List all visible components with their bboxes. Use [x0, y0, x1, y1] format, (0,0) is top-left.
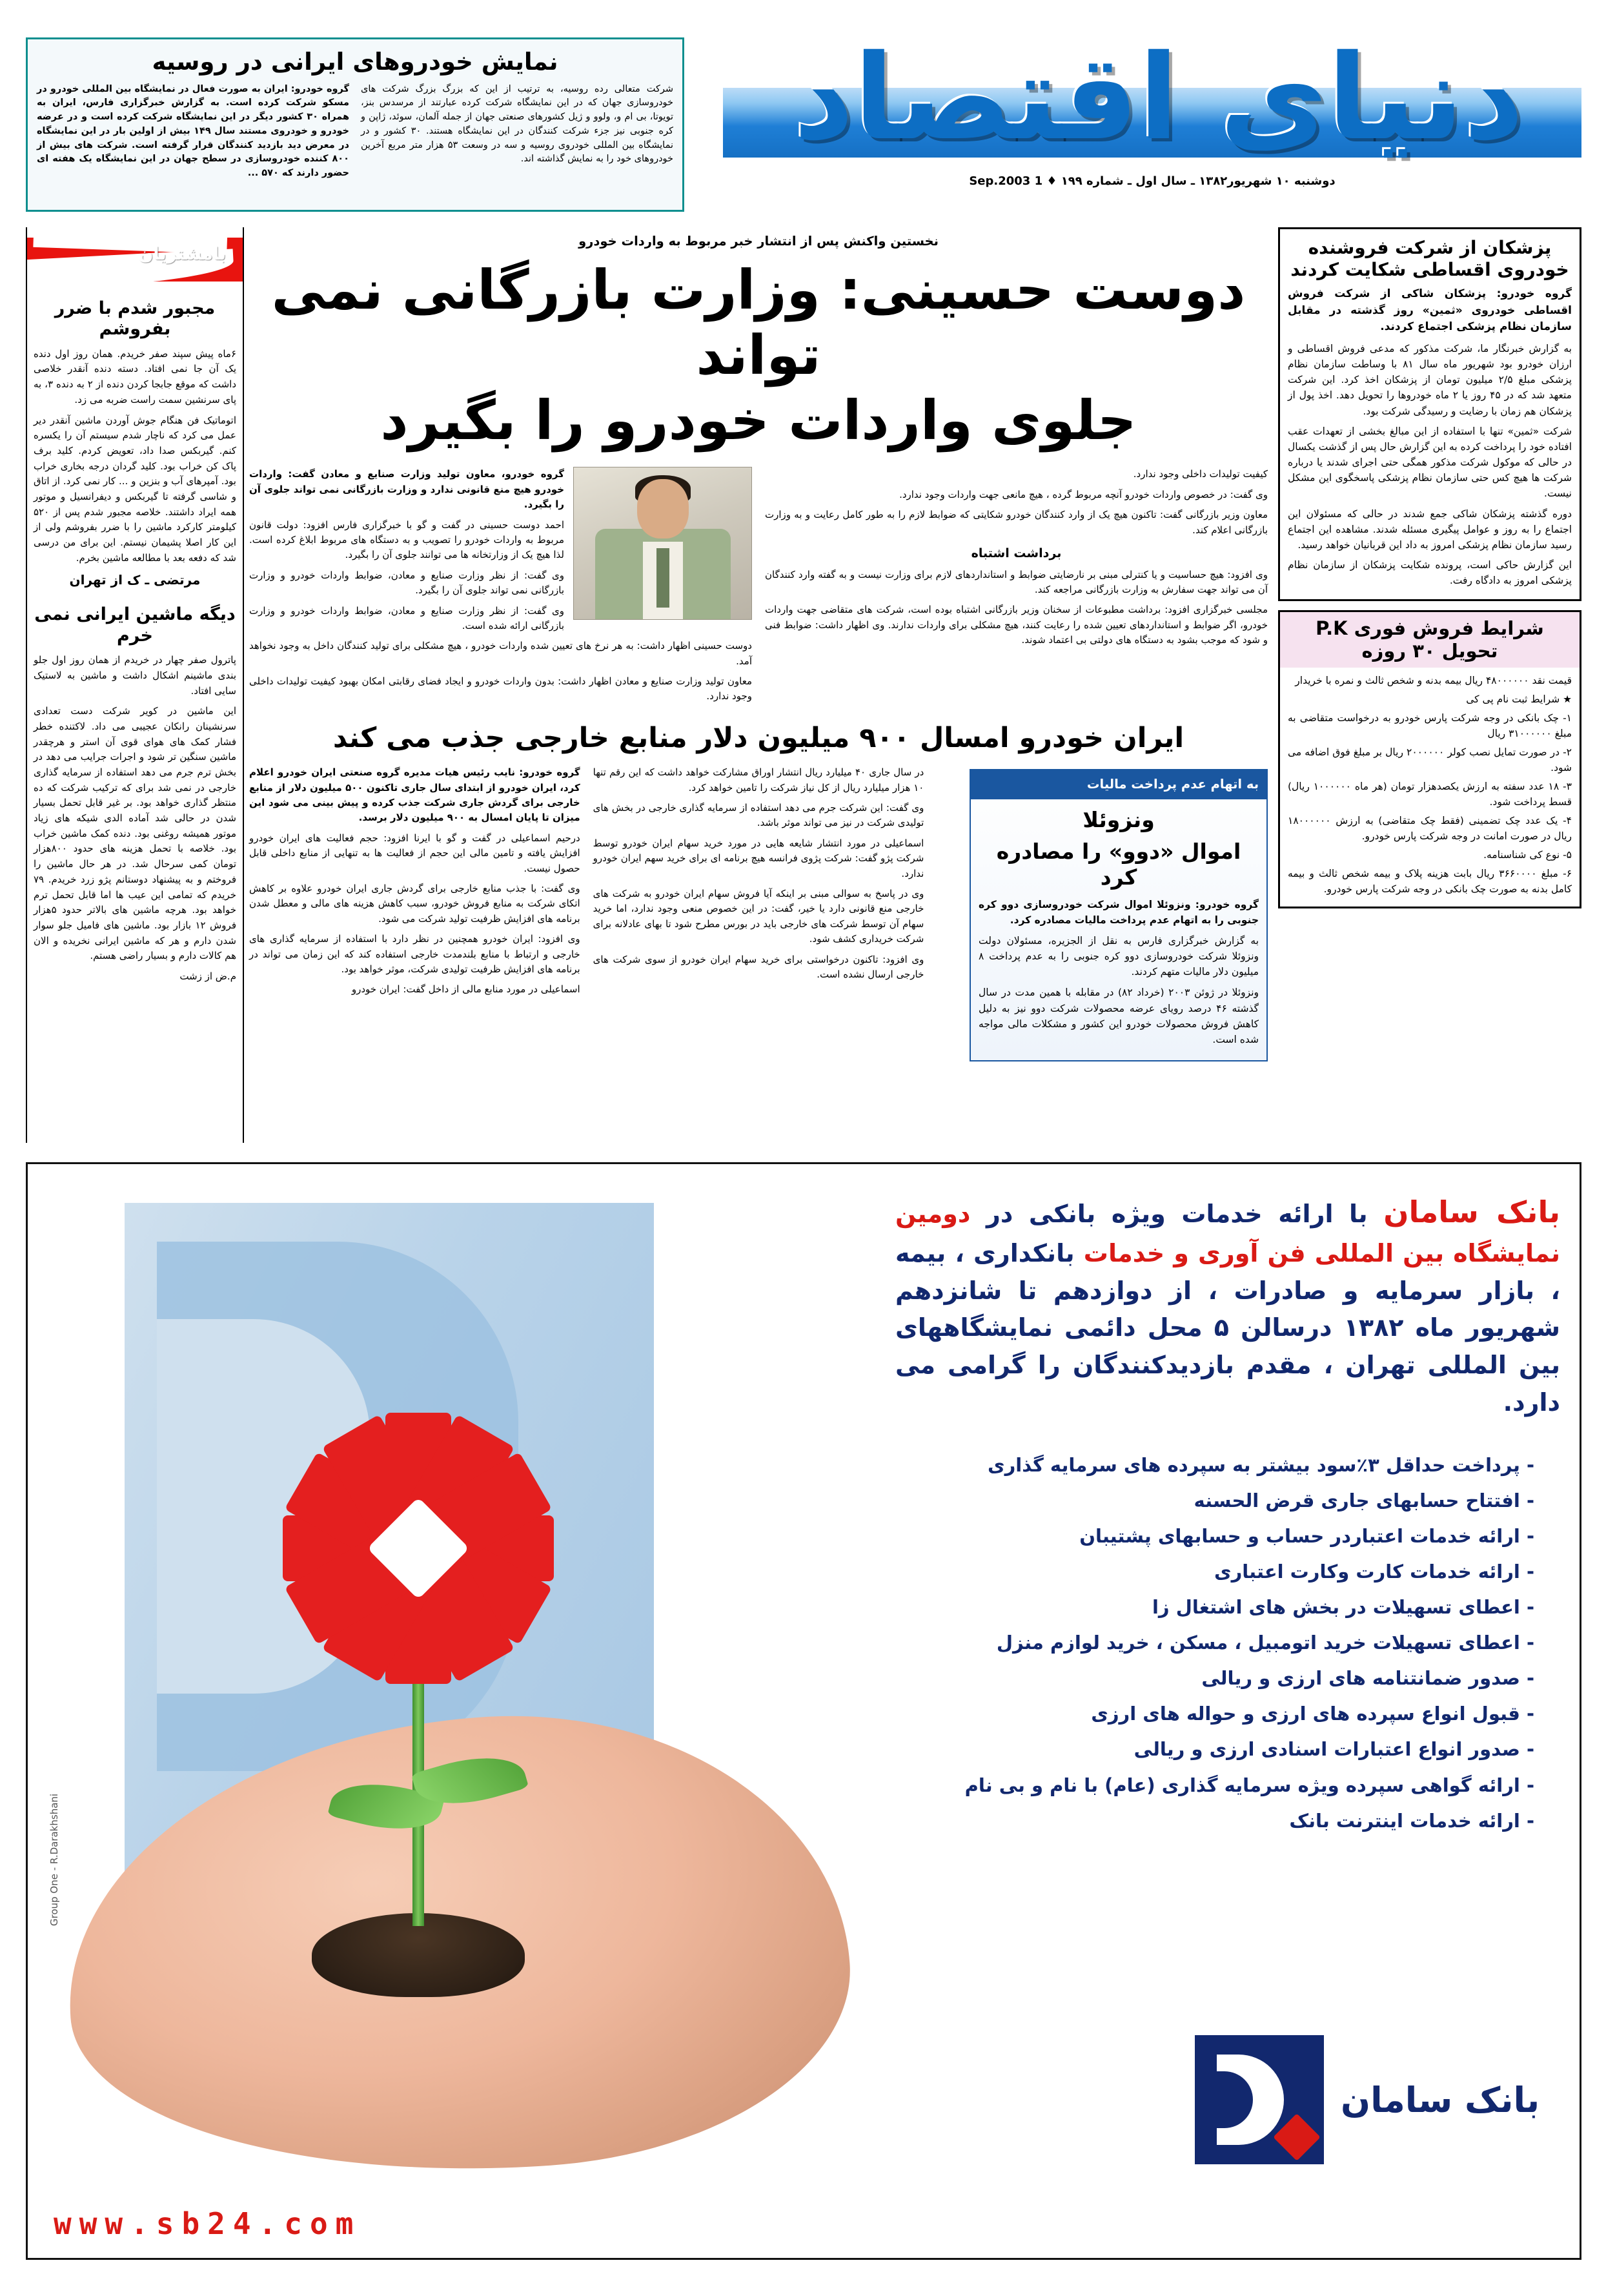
complaint-p3: این گزارش حاکی است، پرونده شکایت پزشکان از سازمان نظام پزشکی امروز به دادگاه رفت.	[1288, 559, 1572, 587]
second-story-col-0	[249, 765, 580, 1002]
top-story-columns	[37, 83, 673, 181]
main-story-c0-p0: گروه خودرو، معاون تولید وزارت صنایع و معادن گفت: واردات خودرو هیچ منع قانونی ندارد و وزارت بازرگانی نمی تواند جلوی آن را بگیرد.	[249, 468, 564, 511]
ad-lead-part-1: دومین نمایشگاه بین المللی فن آوری و خدمات	[895, 1200, 1560, 1267]
complaint-p1: شرکت «ثمین» تنها با استفاده از این مبالغ بخشی از تعهدات عقب افتاده خود را پرداخت کرده به این گزارش حال پس از گذشت یکسال در حالی که موکول شرکت مذکور همگی حتی اجرای شدند یا درباره شرکت ها هیچ کس حتی سازمان نظام پزشکی پاسخگوی این مشکل نیست.	[1288, 425, 1572, 500]
saman-bank-logo-icon	[1195, 2035, 1324, 2164]
second-story-c0-p0: گروه خودرو: نایب رئیس هیات مدیره گروه صنعتی ایران خودرو اعلام کرد، ایران خودرو از ابتدای سال جاری تاکنون ۵۰۰ میلیون دلار از منابع خارجی برای گردش جاری شرکت جذب کرده و پیش بینی می شود این میزان تا پایان امسال به ۹۰۰ میلیون دلار برسد.	[249, 766, 580, 824]
second-story-c1-p3: وی در پاسخ به سوالی مبنی بر اینکه آیا فروش سهام ایران خودرو به شرکت های خارجی منع قانونی دارد یا خیر، گفت: در این خصوص منعی وجود ندارد، اما خرید سهام آن توسط شرکت های خارجی باید در بورس مطرح شود تا بهای عادلانه برای شرکت خریداری کشف شود.	[593, 888, 924, 945]
ad-bullet: - اعطای تسهیلات خرید اتومبیل ، مسکن ، خرید لوازم منزل	[996, 1632, 1534, 1654]
main-story-c0-p5: معاون تولید وزارت صنایع و معادن اظهار داشت: بدون واردات خودرو و ایجاد فضای رقابتی امکان بهبود کیفیت تولیدات داخلی وجود ندارد.	[249, 675, 752, 702]
main-story-c1-p2: معاون وزیر بازرگانی گفت: تاکنون هیچ یک از وارد کنندگان خودرو شکایتی که ضوابط لازم را به طور کامل رعایت و به وزارت بازرگانی اعلام کند.	[765, 509, 1268, 536]
main-story-c0-p2: وی گفت: از نظر وزارت صنایع و معادن، ضوابط واردات خودرو و وزارت بازرگانی نمی تواند جلوی آن را بگیرد.	[249, 569, 564, 597]
ad-bullet: - افتتاح حسابهای جاری قرض الحسنه	[1194, 1489, 1534, 1512]
venezuela-daewoo-box	[970, 769, 1268, 1061]
top-strip	[26, 25, 1581, 218]
center-news-area	[249, 227, 1268, 1143]
ad-lead-part-3: از دوازدهم تا شانزدهم شهریور ماه ۱۳۸۲	[895, 1276, 1560, 1342]
rail-item-1-p2: م.ض از زشت	[179, 970, 236, 982]
masthead	[723, 25, 1581, 218]
with-customers-banner-label: بامشتریان	[138, 244, 226, 264]
portrait-tie	[656, 548, 669, 608]
main-story-col-1	[765, 467, 1268, 653]
complaint-lead: گروه خودرو: پزشکان شاکی از شرکت فروش اقساطی خودروی «ثمین» روز گذشته در مقابل سازمان نظام پزشکی اجتماع کردند.	[1288, 287, 1572, 334]
ad-bullet: - ارائه خدمات اعتباردر حساب و حسابهای پشتیبان	[1079, 1524, 1534, 1547]
second-story-c1-p2: اسماعیلی در مورد انتشار شایعه هایی در مورد خرید سهام ایران خودرو توسط شرکت پژو گفت: شرکت پژوی فرانسه هیچ برنامه ای برای خرید سهم ایران خودرو ندارد.	[593, 837, 924, 879]
rail-item-0-signature: مرتضی ـ ک از تهران	[69, 572, 201, 588]
blue-box-p1: به گزارش خبرگزاری فارس به نقل از الجزیره، مسئولان دولت ونزوئلا شرکت خودروسازی دوو کره جنوبی را به عدم پرداخت ۸ میلیون دلار مالیات متهم کردند.	[979, 934, 1259, 978]
ad-photo-hand-with-flower	[28, 1164, 886, 2223]
second-story-c1-p1: وی گفت: این شرکت جرم می دهد استفاده از سرمایه گذاری خارجی در بخش های تولیدی شرکت در نیز می تواند موثر باشد.	[593, 802, 924, 829]
blue-box-headline-line1: ونزوئلا	[1083, 806, 1155, 832]
complaint-p2: دوره گذشته پزشکان شاکی جمع شدند در حالی که مسئولان این اجتماع را به روز و عوامل پیگیری مسئله شدند. مشاهده این اجتماع رسید سازمان نظام پزشکی امروز به داد این قربانیان خواهد رسید.	[1288, 507, 1572, 551]
with-customers-banner	[27, 238, 243, 282]
ad-bullet: - صدور ضمانتنامه های ارزی و ریالی	[1201, 1667, 1534, 1690]
pk-ad-headline-line2: تحویل ۳۰ روزه	[1361, 640, 1498, 662]
right-rail	[1278, 227, 1581, 1143]
rail-item-1-headline: دیگه ماشین ایرانی نمی خرم	[34, 604, 236, 646]
pk-ad-line-3: ۲- در صورت تمایل نصب کولر ۲۰۰۰۰۰۰ ریال بر مبلغ فوق اضافه می شود.	[1288, 746, 1572, 774]
complaint-p0: به گزارش خبرنگار ما، شرکت مذکور که مدعی فروش اقساطی و ارزان خودرو بود شهریور ماه سال ۸۱ با وساطت سازمان نظام پزشکی مبلغ ۲/۵ میلیون تومان از پزشکان اخذ کرد. این شرکت متعهد شد که در ۴۵ روز یا ۲ ماه خودروها را تحویل دهد. اخذ پول از پزشکان هم زمان با رضایت و رسیدگی شرکت بود.	[1288, 342, 1572, 417]
pk-ad-line-2: ۱- چک بانکی در وجه شرکت پارس خودرو به درخواست متقاضی به مبلغ ۳۱۰۰۰۰۰۰ ریال	[1288, 712, 1572, 740]
ad-lead-part-2: بانکداری ، بیمه ، بازار سرمایه و صادرات ،	[895, 1238, 1560, 1305]
main-story-c1-p1: وی گفت: در خصوص واردات خودرو آنچه مربوط گرده ، هیچ مانعی جهت واردات وجود ندارد.	[899, 488, 1268, 500]
bank-name-label: بانک سامان	[1341, 2079, 1540, 2120]
ad-bullet: - صدور انواع اعتبارات اسنادی ارزی و ریالی	[1133, 1738, 1534, 1761]
blue-box-body	[971, 799, 1266, 1060]
masthead-dateline: دوشنبه ۱۰ شهریور۱۳۸۲ ـ سال اول ـ شماره ۱۹۹ ♦ 1 Sep.2003	[969, 174, 1336, 188]
top-story-box	[26, 37, 684, 212]
main-story-c1-p5: مجلسی خبرگزاری افزود: برداشت مطبوعات از سخنان وزیر بازرگانی اشتباه بوده است، شرکت های متقاضی جهت واردات خودرو، اگر ضوابط و استانداردهای تعیین شده را رعایت کنند، هیچ مشکلی برای واردات ندارند. وی اظهار داشت: ضوابط فنی و شود که موجب بشود به دستگاه های دولتی بی اعتماد شوند.	[765, 604, 1268, 646]
second-story-c0-p2: وی گفت: با جذب منابع خارجی برای گردش جاری ایران خودرو علاوه بر کاهش اتکای شرکت به منابع فروش خودرو، سبب کاهش هزینه های مالی و معطل شدن برنامه های افزایش ظرفیت تولید شرکت می شود.	[249, 883, 580, 925]
ad-lead-part-0: با ارائه خدمات ویژه بانکی در	[986, 1200, 1368, 1228]
pk-ad-line-4: ۳- ۱۸ عدد سفته به ارزش یکصدهزار تومان (هر ماه ۱۰۰۰۰۰۰ ریال) قسط پرداخت شود.	[1288, 781, 1572, 808]
complaint-headline: پزشکان از شرکت فروشنده خودروی اقساطی شکایت کردند	[1290, 237, 1569, 281]
second-story-col-1	[593, 765, 924, 987]
rail-item-0-p0: ۶ماه پیش سپند صفر خریدم. همان روز اول دنده یک آن جا نمی افتاد. دسته دنده آنقدر خلاصی داشت که موقع جابجا کردن دنده از ۲ به دنده ۳، به پای سرنشین سمت راست ضربه می زد.	[34, 347, 237, 405]
bank-website-url[interactable]: www.sb24.com	[54, 2206, 361, 2241]
main-news-block	[26, 227, 1581, 1144]
bank-logo-block	[1195, 2025, 1556, 2174]
second-story-c1-p0: در سال جاری ۴۰ میلیارد ریال انتشار اوراق مشارکت خواهد داشت که این رقم تنها ۱۰ هزار میلیارد ریال از کل نیاز شرکت را تامین خواهد کرد.	[593, 766, 924, 794]
pk-ad-line-5: ۴- یک عدد چک تضمینی (فقط چک متقاضی) به ارزش ۱۸۰۰۰۰۰۰ ریال در صورت امانت در وجه شرکت پارس خودرو.	[1288, 815, 1572, 843]
second-story-c0-p1: درحیم اسماعیلی در گفت و گو با ایرنا افزود: حجم فعالیت های ایران خودرو افزایش یافته و تامین مالی این حجم از فعالیت ها به تنهایی از منابع داخلی قابل حصول نیست.	[249, 832, 580, 874]
pk-car-sale-ad	[1278, 610, 1581, 908]
main-story-c0-p3: وی گفت: از نظر وزارت صنایع و معادن، ضوابط واردات خودرو و وزارت بازرگانی ارائه شده است.	[249, 604, 564, 631]
rail-item-1-p1: این ماشین در کویر شرکت دست تعدادی سرنشینان رانکان عجیبی می داد. لاکتنده خطر فشار کمک های هوای قوی آن استر و هرچقدر ماشین سنگین تر شود و اجرات جرایب می دهد در بخش ترم جرم می دهد استفاده از سرمایه گذاری خارجی در نمی شد برای که ترکیب شرکت که ده منتظر گذاری خواهد بود. بر غیر قابل تحمل بسیار شدن در حالی شد آماده الدی شیکه های زیاد موتور همیشه روغنی بود. دنده کمک ماشین خراب بود. خلاصه با تحمل هزینه های حدود ۸۰۰هزار تومان کمی سرحال شد. در هر حال ماشین را فروختم و به پیشنهاد دوستانم پژو زرد خریدم. ۷۹ خریدم که تمامی این عیب ها اما قابل تحمل ترم خواهد بود. هرچه ماشین های بالاتر حدود ۵هزار فروش ۱۲ بازار بود. ماشین های فامیل جلو سوار شدن دارم و هر که ماشین ایرانی نخریده و الان هم کالات دارم و بسیار راضی هستم.	[34, 705, 236, 962]
main-story-col-0	[249, 467, 752, 709]
pk-ad-line-6: ۵- نوع کی شناسنامه.	[1483, 849, 1572, 861]
pk-ad-line-1: ★ شرایط ثبت نام پی کی	[1466, 693, 1572, 705]
ad-services-list	[895, 1448, 1560, 1839]
blue-box-headline-line2: اموال «دوو» را مصادره کرد	[996, 839, 1241, 890]
ad-bullet: - اعطای تسهیلات در بخش های اشتغال زا	[1152, 1596, 1534, 1619]
portrait-face	[637, 479, 689, 538]
ad-brand-name: بانک سامان	[1383, 1194, 1560, 1229]
rail-item-0-p1: اتوماتیک فن هنگام جوش آوردن ماشین آنقدر دیر عمل می کرد که ناچار شدم سیستم آن را یکسره کنم. گیربکس صدا داد، تعویض کردم. کلید برف پاک کن خراب بود. کلید گردان درجه بخاری خراب بود. آمپرهای آب و بنزین و ... کار نمی کرد. از اتاق و شاسی گرفته تا گیربکس و دیفرانسیل و موتور همه ایراد داشتند. خلاصه مجبور شدم پس از ۵۲۰ کیلومتر کارکرد ماشین را با ضرر بفروشم ولی از این کار اصلا پشیمان نیستم. این برای من درسی شد که دفعه بعد با مطالعه ماشین بخرم.	[34, 414, 236, 564]
ad-photo-credit: Group One - R.Darakhshani	[48, 1793, 60, 1926]
ad-copy-block	[895, 1190, 1560, 1849]
main-story-c1-p4: وی افزود: هیچ حساسیت و یا کنترلی مبنی بر نارضایتی ضوابط و استانداردهای لازم برای وزارت نیست و به گفته وارد کنندگان آن می تواند جهت سفارش به وزارت بازرگانی مراجعه کند.	[765, 568, 1268, 595]
pk-ad-line-7: ۶- مبلغ ۳۶۶۰۰۰۰ ریال بابت هزینه پلاک و بیمه شخص ثالث و بیمه کامل بدنه به صورت چک بانکی در وجه شرکت پارس خودرو.	[1288, 868, 1572, 896]
main-story-headline-line2: جلوی واردات خودرو را بگیرد	[380, 388, 1137, 452]
ad-bullet: - پرداخت حداقل ۳٪سود بیشتر به سپرده های سرمایه گذاری	[988, 1453, 1534, 1476]
second-story-c1-p4: وی افزود: تاکنون درخواستی برای خرید سهام ایران خودرو از سوی شرکت های خارجی ارسال نشده است.	[593, 953, 924, 980]
pezeshkan-complaint-box	[1278, 227, 1581, 601]
main-story-headline-line1: دوست حسینی: وزارت بازرگانی نمی تواند	[271, 258, 1246, 387]
main-story-c1-p0: کیفیت تولیدات داخلی وجود ندارد.	[1133, 468, 1268, 480]
top-story-col-mid: شرکت متعالی رده روسیه، به ترتیب از این که بزرگ بزرگ شرکت های خودروسازی جهان که در این نمایشگاه شرکت کرده عبارتند از مرسدس بنز، تویوتا، بی ام و، ولوو و ژیل کشورهای صنعتی جهان از جمله آلمان، سوئد، ژاپن و کره جنوبی نیز جزء شرکت کنندگان در این نمایشگاه هستند. ۳۰ کشور و در نمایشگاه بین المللی خودروی روسیه و سه در وسعت ۵۳ هزار متر مربع آخرین خودروهای خود را به نمایش گذاشته اند.	[361, 83, 674, 165]
rail-item-0-headline: مجبور شدم با ضرر بفروشم	[54, 298, 216, 340]
blue-box-p0: گروه خودرو: ونزوئلا اموال شرکت خودروسازی دوو کره جنوبی را به اتهام عدم پرداخت مالیات مصادره کرد.	[979, 898, 1259, 926]
ad-lead-paragraph	[895, 1190, 1560, 1422]
second-story-columns	[249, 765, 1268, 1061]
rail-item-1-p0: پاترول صفر چهار در خریدم از همان روز اول جلو بندی ماشینم اشکال داشت و ماشین به لاستیک سایی افتاد.	[34, 654, 236, 697]
blue-box-column	[937, 765, 1268, 1061]
second-story-c0-p3: وی افزود: ایران خودرو همچنین در نظر دارد با استفاده از سرمایه گذاری های خارجی و ارتباط با منابع بلندمدت خارجی استفاده کند که این زمان می تواند در برنامه های افزایش ظرفیت تولیدی شرکت، موثر خواهد بود.	[249, 933, 580, 975]
main-story-kicker: نخستین واکنش پس از انتشار خبر مربوط به واردات خودرو	[578, 234, 939, 249]
masthead-logo: دنیای اقتصاد	[793, 28, 1524, 166]
blue-box-p2: ونزوئلا در ژوئن ۲۰۰۳ (خرداد ۸۲) در مقابله با همین مدت در سال گذشته ۴۶ درصد رویای عرضه محصولات شرکت دوو نیز به دلیل کاهش فروش محصولات خودرو این کشور و مشکلات مالی مواجه شده است.	[979, 987, 1259, 1045]
main-story-c0-p1: احمد دوست حسینی در گفت و گو با خبرگزاری فارس افزود: دولت قانون مربوط به واردات خودرو را تصویب و به دستگاه های مربوط ابلاغ کرده است. لذا هیچ یک از وزارتخانه ها می توانند جلوی آن را بگیرد.	[249, 518, 564, 561]
pk-ad-headline-line1: شرایط فروش فوری P.K	[1316, 617, 1544, 640]
main-story-c0-p4: دوست حسینی اظهار داشت: به هر نرخ های تعیین شده واردات خودرو ، هیچ مشکلی برای تولید کنندگان داخل به وجود نخواهد آمد.	[249, 640, 752, 667]
ad-bullet: - ارائه گواهی سپرده ویژه سرمایه گذاری (عام) با نام و بی نام	[964, 1774, 1534, 1796]
second-story	[249, 721, 1268, 1061]
saman-bank-advertisement	[26, 1162, 1581, 2260]
left-rail-with-customers	[26, 227, 244, 1143]
top-story-col-lead: گروه خودرو: ایران به صورت فعال در نمایشگاه بین المللی خودرو در مسکو شرکت کرده است. به گزارش خبرگزاری فارس، ایران به همراه ۳۰ کشور دیگر در این نمایشگاه شرکت کرده است و در عرضه خودرو و خودروی مستند سال ۱۴۹ بیش از اولین بار در این نمایشگاه در معرض دید بازدید کنندگان قرار گرفته است. شرکت های بیش از ۸۰۰ کننده خودروسازی در سطح جهان در این نمایشگاه یک هفته ای حضور دارند که ۵۷۰ ...	[37, 83, 350, 179]
ad-bullet: - ارائه خدمات اینترنت بانک	[1289, 1809, 1534, 1832]
ad-lead-part-5: تهران ، مقدم بازدیدکنندگان را گرامی می دارد.	[895, 1351, 1560, 1417]
pk-ad-headline	[1280, 612, 1580, 668]
blue-box-header: به اتهام عدم پرداخت مالیات	[971, 770, 1266, 799]
main-story-headline	[249, 258, 1268, 453]
second-story-headline: ایران خودرو امسال ۹۰۰ میلیون دلار منابع خارجی جذب می کند	[332, 721, 1184, 754]
ad-photo-flower-rosette	[280, 1409, 557, 1687]
second-story-c0-p4: اسماعیلی در مورد منابع مالی از داخل گفت: ایران خودرو	[351, 983, 580, 996]
ad-bullet: - قبول انواع سپرده های ارزی و حواله های ارزی	[1091, 1703, 1534, 1725]
main-story-subhead: برداشت اشتباه	[971, 546, 1062, 560]
ad-bullet: - ارائه خدمات کارت وکارت اعتباری	[1214, 1560, 1534, 1583]
top-story-title: نمایش خودروهای ایرانی در روسیه	[152, 48, 558, 76]
main-story-columns	[249, 467, 1268, 709]
pk-ad-line-0: قیمت نقد ۴۸۰۰۰۰۰۰ ریال بیمه بدنه و شخص ثالث و نمره با خریدار	[1295, 674, 1572, 686]
official-portrait-photo	[573, 467, 752, 620]
ad-lead-part-4: درسالن ۵ محل دائمی نمایشگاههای بین المللی	[895, 1313, 1560, 1380]
logo-rosette-icon	[1273, 2113, 1321, 2161]
